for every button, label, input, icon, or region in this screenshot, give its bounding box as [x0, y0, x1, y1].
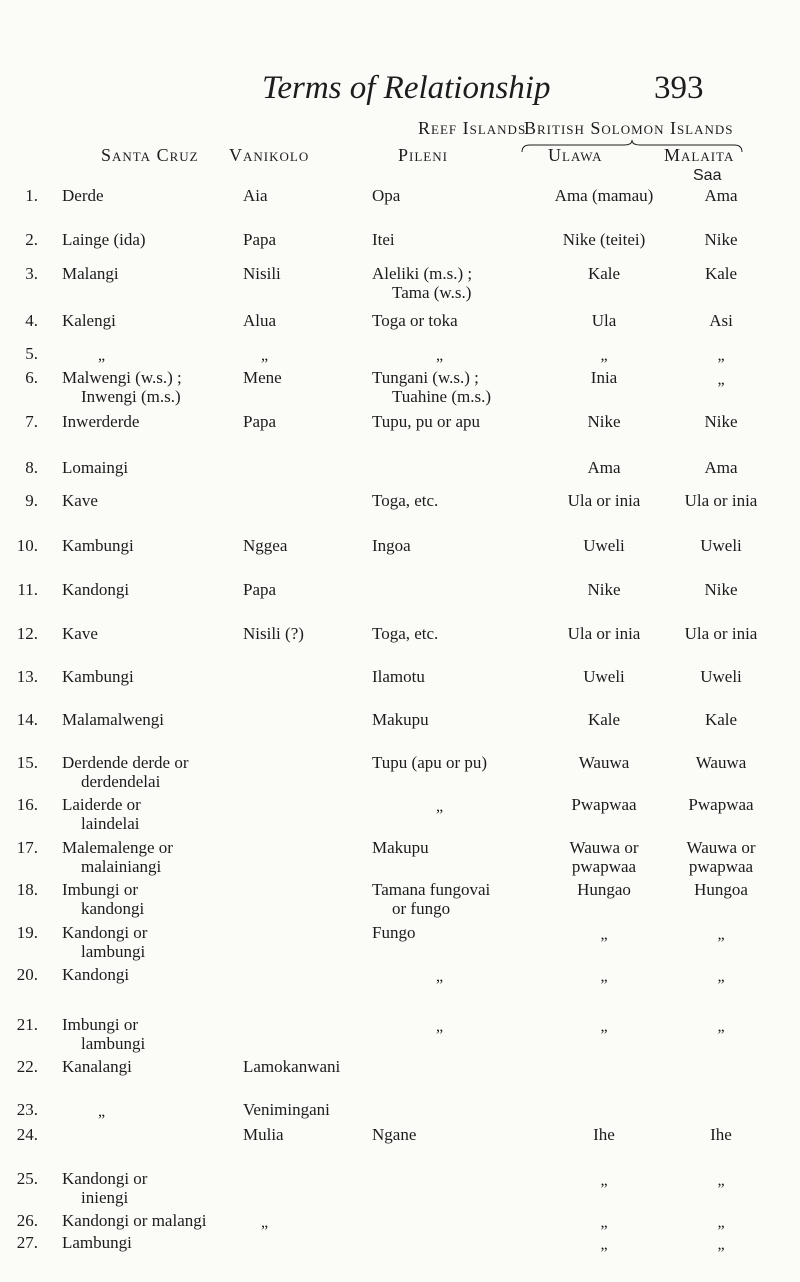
malaita-term: Uweli	[700, 667, 742, 686]
pileni-term: Ingoa	[372, 536, 411, 555]
santa-cruz-term: Kambungi	[62, 536, 134, 555]
ulawa-term: „	[600, 1172, 608, 1189]
row-number: 17.	[16, 838, 38, 857]
vanikolo-term: Aia	[243, 186, 268, 205]
row-number: 11.	[17, 580, 38, 599]
pileni-term: „	[436, 968, 444, 985]
santa-cruz-term-line2: kandongi	[81, 899, 145, 918]
santa-cruz-term-line2: malainiangi	[81, 857, 162, 876]
header-ulawa: Ulawa	[548, 145, 603, 165]
row-number: 18.	[16, 880, 38, 899]
santa-cruz-term: Kalengi	[62, 311, 116, 330]
row-number: 26.	[16, 1211, 38, 1230]
header-santa-cruz: Santa Cruz	[101, 145, 199, 165]
santa-cruz-term-line2: laindelai	[81, 814, 140, 833]
santa-cruz-term: Imbungi or	[62, 1015, 139, 1034]
santa-cruz-term: Kandongi or malangi	[62, 1211, 207, 1230]
malaita-term: Nike	[704, 230, 738, 249]
malaita-term: Kale	[704, 264, 738, 283]
row-number: 4.	[25, 311, 38, 330]
header-saa: Saa	[693, 167, 722, 184]
malaita-term: „	[717, 371, 725, 388]
santa-cruz-term: Malamalwengi	[62, 710, 164, 729]
malaita-term: Ama	[704, 458, 738, 477]
ulawa-term: Uweli	[583, 667, 625, 686]
ulawa-term: Uweli	[583, 536, 625, 555]
ulawa-term: Ama	[587, 458, 621, 477]
ulawa-term: Inia	[590, 368, 618, 387]
santa-cruz-term: Kambungi	[62, 667, 134, 686]
ulawa-term: Ula	[591, 311, 617, 330]
row-number: 27.	[16, 1233, 38, 1252]
pileni-term: Itei	[372, 230, 395, 249]
malaita-term: Ula or inia	[684, 491, 758, 510]
pileni-term: „	[436, 798, 444, 815]
pileni-term: Makupu	[372, 838, 429, 857]
santa-cruz-term-line2: derdendelai	[81, 772, 161, 791]
santa-cruz-term: Lainge (ida)	[62, 230, 146, 249]
ulawa-term: Pwapwaa	[571, 795, 637, 814]
row-number: 7.	[25, 412, 38, 431]
santa-cruz-term: Kanalangi	[62, 1057, 132, 1076]
ulawa-term: Wauwa	[578, 753, 630, 772]
pileni-term: „	[436, 347, 444, 364]
row-number: 16.	[16, 795, 38, 814]
malaita-term: Wauwa	[695, 753, 747, 772]
vanikolo-term: Lamokanwani	[243, 1057, 341, 1076]
santa-cruz-term-line2: iniengi	[81, 1188, 129, 1207]
header-vanikolo: Vanikolo	[229, 145, 310, 165]
santa-cruz-term: „	[98, 347, 106, 364]
ulawa-term: Nike	[587, 580, 621, 599]
row-number: 12.	[16, 624, 38, 643]
pileni-term: Tupu, pu or apu	[372, 412, 480, 431]
pileni-term: Toga, etc.	[372, 491, 439, 510]
vanikolo-term: Nggea	[243, 536, 288, 555]
pileni-term-line2: Tama (w.s.)	[392, 283, 472, 302]
santa-cruz-term: Derde	[62, 186, 104, 205]
ulawa-term: Nike	[587, 412, 621, 431]
header-british-solomon-islands: British Solomon Islands	[524, 118, 734, 138]
malaita-term: Ihe	[710, 1125, 732, 1144]
malaita-term: „	[717, 926, 725, 943]
malaita-term: „	[717, 1172, 725, 1189]
row-number: 1.	[25, 186, 38, 205]
malaita-term: Asi	[709, 311, 733, 330]
row-number: 20.	[16, 965, 38, 984]
row-number: 8.	[25, 458, 38, 477]
row-number: 6.	[25, 368, 38, 387]
santa-cruz-term: Malwengi (w.s.) ;	[62, 368, 182, 387]
row-number: 24.	[16, 1125, 38, 1144]
santa-cruz-term: Kandongi	[62, 965, 130, 984]
malaita-term: Nike	[704, 580, 738, 599]
vanikolo-term: Nisili (?)	[243, 624, 304, 643]
santa-cruz-term: Kandongi	[62, 580, 130, 599]
page-number: 393	[654, 70, 704, 106]
running-title: Terms of Relationship	[262, 70, 551, 106]
ulawa-term: Nike (teitei)	[562, 230, 646, 249]
pileni-term: Tupu (apu or pu)	[372, 753, 488, 772]
row-number: 3.	[25, 264, 38, 283]
santa-cruz-term: Kandongi or	[62, 1169, 148, 1188]
vanikolo-term: Papa	[243, 230, 277, 249]
vanikolo-term: Nisili	[243, 264, 281, 283]
malaita-term: „	[717, 1018, 725, 1035]
pileni-term: Makupu	[372, 710, 429, 729]
vanikolo-term: Papa	[243, 580, 277, 599]
row-number: 2.	[25, 230, 38, 249]
header-malaita: Malaita	[664, 145, 735, 165]
vanikolo-term: Venimingani	[243, 1100, 330, 1119]
vanikolo-term: „	[261, 347, 269, 364]
ulawa-term: „	[600, 1018, 608, 1035]
malaita-term: Pwapwaa	[688, 795, 754, 814]
ulawa-term: „	[600, 1236, 608, 1253]
santa-cruz-term: Imbungi or	[62, 880, 139, 899]
pileni-term: Fungo	[372, 923, 416, 942]
row-number: 23.	[16, 1100, 38, 1119]
santa-cruz-term: Kave	[62, 491, 98, 510]
malaita-term: Ula or inia	[684, 624, 758, 643]
malaita-term: Uweli	[700, 536, 742, 555]
ulawa-term: „	[600, 1214, 608, 1231]
row-number: 13.	[16, 667, 38, 686]
vanikolo-term: Alua	[243, 311, 277, 330]
santa-cruz-term: Kave	[62, 624, 98, 643]
vanikolo-term: Mene	[243, 368, 282, 387]
malaita-term-line2: pwapwaa	[688, 857, 754, 876]
santa-cruz-term: Kandongi or	[62, 923, 148, 942]
row-number: 22.	[16, 1057, 38, 1076]
pileni-term: Toga, etc.	[372, 624, 439, 643]
santa-cruz-term: Inwerderde	[62, 412, 140, 431]
pileni-term: Tamana fungovai	[372, 880, 491, 899]
row-number: 21.	[16, 1015, 38, 1034]
malaita-term: Wauwa or	[686, 838, 756, 857]
santa-cruz-term: Malangi	[62, 264, 119, 283]
vanikolo-term: Mulia	[243, 1125, 284, 1144]
ulawa-term: Ula or inia	[567, 624, 641, 643]
pileni-term: Ngane	[372, 1125, 417, 1144]
pileni-term: Aleliki (m.s.) ;	[372, 264, 473, 283]
malaita-term: „	[717, 968, 725, 985]
pileni-term-line2: or fungo	[392, 899, 451, 918]
ulawa-term: Ama (mamau)	[554, 186, 654, 205]
pileni-term: Toga or toka	[372, 311, 458, 330]
row-number: 10.	[16, 536, 38, 555]
ulawa-term: Kale	[587, 710, 621, 729]
pileni-term: „	[436, 1018, 444, 1035]
row-number: 15.	[16, 753, 38, 772]
pileni-term: Opa	[372, 186, 401, 205]
malaita-term: Nike	[704, 412, 738, 431]
vanikolo-term: „	[261, 1214, 269, 1231]
row-number: 25.	[16, 1169, 38, 1188]
santa-cruz-term: Malemalenge or	[62, 838, 173, 857]
ulawa-term: „	[600, 347, 608, 364]
pileni-term-line2: Tuahine (m.s.)	[392, 387, 492, 406]
ulawa-term: Kale	[587, 264, 621, 283]
malaita-term: „	[717, 1236, 725, 1253]
ulawa-term: Ula or inia	[567, 491, 641, 510]
ulawa-term: Wauwa or	[569, 838, 639, 857]
ulawa-term: „	[600, 968, 608, 985]
row-number: 19.	[16, 923, 38, 942]
row-number: 14.	[16, 710, 38, 729]
santa-cruz-term: Lomaingi	[62, 458, 129, 477]
header-pileni: Pileni	[398, 145, 448, 165]
malaita-term: Hungoa	[694, 880, 748, 899]
malaita-term: Ama	[704, 186, 738, 205]
row-number: 9.	[25, 491, 38, 510]
pileni-term: Tungani (w.s.) ;	[372, 368, 479, 387]
santa-cruz-term-line2: lambungi	[81, 1034, 146, 1053]
ulawa-term: Hungao	[577, 880, 631, 899]
header-reef-islands: Reef Islands	[418, 118, 527, 138]
santa-cruz-term-line2: lambungi	[81, 942, 146, 961]
santa-cruz-term: Laiderde or	[62, 795, 141, 814]
santa-cruz-term-line2: Inwengi (m.s.)	[81, 387, 181, 406]
santa-cruz-term: Lambungi	[62, 1233, 132, 1252]
pileni-term: Ilamotu	[372, 667, 425, 686]
vanikolo-term: Papa	[243, 412, 277, 431]
santa-cruz-term: „	[98, 1103, 106, 1120]
malaita-term: „	[717, 1214, 725, 1231]
santa-cruz-term: Derdende derde or	[62, 753, 189, 772]
ulawa-term-line2: pwapwaa	[571, 857, 637, 876]
ulawa-term: „	[600, 926, 608, 943]
ulawa-term: Ihe	[593, 1125, 615, 1144]
row-number: 5.	[25, 344, 38, 363]
malaita-term: „	[717, 347, 725, 364]
malaita-term: Kale	[704, 710, 738, 729]
